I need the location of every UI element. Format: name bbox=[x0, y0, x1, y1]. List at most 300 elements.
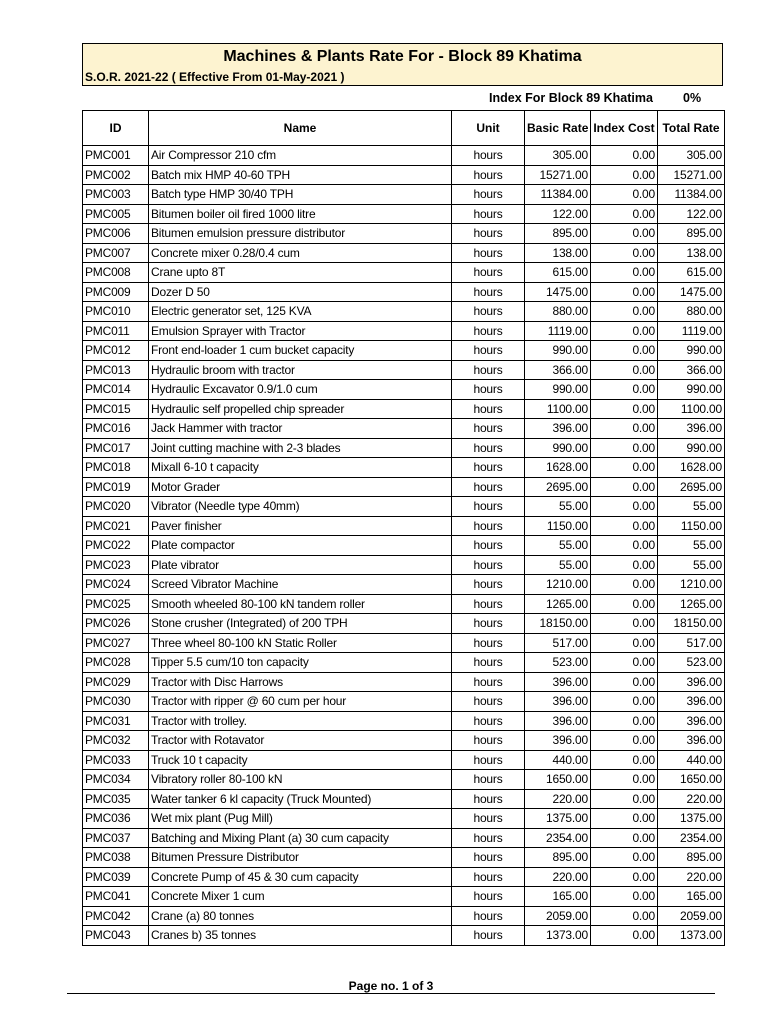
rates-table bbox=[82, 110, 725, 946]
cell-total-rate: 2695.00 bbox=[658, 477, 725, 497]
cell-name: Vibratory roller 80-100 kN bbox=[149, 770, 452, 790]
cell-basic-rate: 366.00 bbox=[525, 360, 591, 380]
cell-index-cost: 0.00 bbox=[591, 867, 658, 887]
cell-name: Dozer D 50 bbox=[149, 282, 452, 302]
cell-total-rate: 1475.00 bbox=[658, 282, 725, 302]
cell-name: Vibrator (Needle type 40mm) bbox=[149, 497, 452, 517]
cell-id: PMC043 bbox=[83, 926, 149, 946]
cell-basic-rate: 895.00 bbox=[525, 224, 591, 244]
cell-name: Jack Hammer with tractor bbox=[149, 419, 452, 439]
cell-total-rate: 220.00 bbox=[658, 867, 725, 887]
table-row bbox=[83, 926, 725, 946]
cell-total-rate: 2354.00 bbox=[658, 828, 725, 848]
cell-unit: hours bbox=[452, 419, 525, 439]
document-subtitle: S.O.R. 2021-22 ( Effective From 01-May-2021 ) bbox=[85, 70, 345, 84]
cell-basic-rate: 990.00 bbox=[525, 380, 591, 400]
cell-basic-rate: 138.00 bbox=[525, 243, 591, 263]
table-row bbox=[83, 536, 725, 556]
cell-id: PMC015 bbox=[83, 399, 149, 419]
cell-basic-rate: 1650.00 bbox=[525, 770, 591, 790]
cell-index-cost: 0.00 bbox=[591, 653, 658, 673]
cell-index-cost: 0.00 bbox=[591, 438, 658, 458]
cell-id: PMC013 bbox=[83, 360, 149, 380]
cell-unit: hours bbox=[452, 594, 525, 614]
cell-total-rate: 11384.00 bbox=[658, 185, 725, 205]
table-row bbox=[83, 672, 725, 692]
cell-basic-rate: 15271.00 bbox=[525, 165, 591, 185]
cell-total-rate: 55.00 bbox=[658, 497, 725, 517]
cell-unit: hours bbox=[452, 497, 525, 517]
cell-id: PMC011 bbox=[83, 321, 149, 341]
cell-name: Tractor with Disc Harrows bbox=[149, 672, 452, 692]
table-row bbox=[83, 419, 725, 439]
cell-basic-rate: 55.00 bbox=[525, 536, 591, 556]
cell-index-cost: 0.00 bbox=[591, 555, 658, 575]
cell-id: PMC033 bbox=[83, 750, 149, 770]
cell-index-cost: 0.00 bbox=[591, 887, 658, 907]
table-row bbox=[83, 477, 725, 497]
cell-id: PMC042 bbox=[83, 906, 149, 926]
cell-unit: hours bbox=[452, 204, 525, 224]
cell-unit: hours bbox=[452, 692, 525, 712]
cell-unit: hours bbox=[452, 399, 525, 419]
cell-index-cost: 0.00 bbox=[591, 770, 658, 790]
column-header-unit: Unit bbox=[452, 111, 525, 146]
cell-id: PMC036 bbox=[83, 809, 149, 829]
cell-unit: hours bbox=[452, 828, 525, 848]
cell-index-cost: 0.00 bbox=[591, 224, 658, 244]
cell-index-cost: 0.00 bbox=[591, 906, 658, 926]
cell-basic-rate: 440.00 bbox=[525, 750, 591, 770]
table-row bbox=[83, 887, 725, 907]
cell-index-cost: 0.00 bbox=[591, 692, 658, 712]
cell-index-cost: 0.00 bbox=[591, 321, 658, 341]
cell-basic-rate: 55.00 bbox=[525, 555, 591, 575]
cell-index-cost: 0.00 bbox=[591, 360, 658, 380]
table-row bbox=[83, 770, 725, 790]
table-row bbox=[83, 243, 725, 263]
cell-unit: hours bbox=[452, 867, 525, 887]
cell-basic-rate: 55.00 bbox=[525, 497, 591, 517]
column-header-index-cost: Index Cost bbox=[591, 111, 658, 146]
cell-unit: hours bbox=[452, 731, 525, 751]
cell-unit: hours bbox=[452, 614, 525, 634]
cell-id: PMC003 bbox=[83, 185, 149, 205]
cell-name: Front end-loader 1 cum bucket capacity bbox=[149, 341, 452, 361]
cell-index-cost: 0.00 bbox=[591, 497, 658, 517]
cell-basic-rate: 305.00 bbox=[525, 146, 591, 166]
cell-name: Crane (a) 80 tonnes bbox=[149, 906, 452, 926]
cell-name: Stone crusher (Integrated) of 200 TPH bbox=[149, 614, 452, 634]
cell-id: PMC026 bbox=[83, 614, 149, 634]
cell-total-rate: 396.00 bbox=[658, 672, 725, 692]
cell-total-rate: 895.00 bbox=[658, 224, 725, 244]
cell-unit: hours bbox=[452, 360, 525, 380]
cell-total-rate: 396.00 bbox=[658, 692, 725, 712]
cell-basic-rate: 165.00 bbox=[525, 887, 591, 907]
cell-basic-rate: 220.00 bbox=[525, 789, 591, 809]
cell-basic-rate: 2059.00 bbox=[525, 906, 591, 926]
table-row bbox=[83, 146, 725, 166]
table-row bbox=[83, 497, 725, 517]
cell-unit: hours bbox=[452, 653, 525, 673]
table-row bbox=[83, 633, 725, 653]
cell-total-rate: 366.00 bbox=[658, 360, 725, 380]
cell-unit: hours bbox=[452, 887, 525, 907]
cell-name: Batching and Mixing Plant (a) 30 cum capacity bbox=[149, 828, 452, 848]
cell-unit: hours bbox=[452, 516, 525, 536]
table-row bbox=[83, 302, 725, 322]
cell-index-cost: 0.00 bbox=[591, 672, 658, 692]
cell-name: Hydraulic broom with tractor bbox=[149, 360, 452, 380]
cell-name: Joint cutting machine with 2-3 blades bbox=[149, 438, 452, 458]
cell-name: Batch type HMP 30/40 TPH bbox=[149, 185, 452, 205]
cell-index-cost: 0.00 bbox=[591, 458, 658, 478]
cell-basic-rate: 1150.00 bbox=[525, 516, 591, 536]
cell-basic-rate: 396.00 bbox=[525, 692, 591, 712]
cell-unit: hours bbox=[452, 263, 525, 283]
column-header-total-rate: Total Rate bbox=[658, 111, 725, 146]
cell-name: Crane upto 8T bbox=[149, 263, 452, 283]
cell-name: Bitumen boiler oil fired 1000 litre bbox=[149, 204, 452, 224]
cell-id: PMC007 bbox=[83, 243, 149, 263]
cell-basic-rate: 396.00 bbox=[525, 419, 591, 439]
cell-unit: hours bbox=[452, 926, 525, 946]
cell-basic-rate: 1375.00 bbox=[525, 809, 591, 829]
cell-unit: hours bbox=[452, 185, 525, 205]
cell-total-rate: 880.00 bbox=[658, 302, 725, 322]
document-title: Machines & Plants Rate For - Block 89 Khatima bbox=[223, 48, 582, 65]
index-value: 0% bbox=[683, 91, 702, 105]
cell-name: Batch mix HMP 40-60 TPH bbox=[149, 165, 452, 185]
cell-total-rate: 523.00 bbox=[658, 653, 725, 673]
table-row bbox=[83, 185, 725, 205]
cell-unit: hours bbox=[452, 809, 525, 829]
cell-basic-rate: 11384.00 bbox=[525, 185, 591, 205]
cell-basic-rate: 615.00 bbox=[525, 263, 591, 283]
cell-unit: hours bbox=[452, 906, 525, 926]
cell-unit: hours bbox=[452, 672, 525, 692]
cell-unit: hours bbox=[452, 848, 525, 868]
cell-id: PMC017 bbox=[83, 438, 149, 458]
cell-id: PMC037 bbox=[83, 828, 149, 848]
cell-name: Three wheel 80-100 kN Static Roller bbox=[149, 633, 452, 653]
cell-name: Plate compactor bbox=[149, 536, 452, 556]
cell-total-rate: 1150.00 bbox=[658, 516, 725, 536]
table-row bbox=[83, 848, 725, 868]
cell-id: PMC025 bbox=[83, 594, 149, 614]
table-row bbox=[83, 204, 725, 224]
table-row bbox=[83, 906, 725, 926]
cell-basic-rate: 880.00 bbox=[525, 302, 591, 322]
cell-index-cost: 0.00 bbox=[591, 419, 658, 439]
cell-total-rate: 1210.00 bbox=[658, 575, 725, 595]
table-row bbox=[83, 380, 725, 400]
cell-unit: hours bbox=[452, 575, 525, 595]
cell-index-cost: 0.00 bbox=[591, 633, 658, 653]
cell-id: PMC002 bbox=[83, 165, 149, 185]
cell-unit: hours bbox=[452, 536, 525, 556]
cell-index-cost: 0.00 bbox=[591, 399, 658, 419]
table-row bbox=[83, 809, 725, 829]
cell-total-rate: 2059.00 bbox=[658, 906, 725, 926]
cell-name: Emulsion Sprayer with Tractor bbox=[149, 321, 452, 341]
cell-name: Smooth wheeled 80-100 kN tandem roller bbox=[149, 594, 452, 614]
cell-id: PMC022 bbox=[83, 536, 149, 556]
cell-basic-rate: 2354.00 bbox=[525, 828, 591, 848]
cell-index-cost: 0.00 bbox=[591, 185, 658, 205]
cell-index-cost: 0.00 bbox=[591, 146, 658, 166]
cell-total-rate: 990.00 bbox=[658, 380, 725, 400]
cell-index-cost: 0.00 bbox=[591, 789, 658, 809]
cell-name: Concrete Pump of 45 & 30 cum capacity bbox=[149, 867, 452, 887]
cell-unit: hours bbox=[452, 789, 525, 809]
cell-basic-rate: 1100.00 bbox=[525, 399, 591, 419]
cell-basic-rate: 990.00 bbox=[525, 341, 591, 361]
cell-name: Bitumen Pressure Distributor bbox=[149, 848, 452, 868]
table-row bbox=[83, 692, 725, 712]
cell-index-cost: 0.00 bbox=[591, 263, 658, 283]
index-label: Index For Block 89 Khatima bbox=[489, 91, 653, 105]
cell-unit: hours bbox=[452, 438, 525, 458]
cell-id: PMC028 bbox=[83, 653, 149, 673]
cell-total-rate: 55.00 bbox=[658, 536, 725, 556]
table-row bbox=[83, 828, 725, 848]
cell-index-cost: 0.00 bbox=[591, 204, 658, 224]
cell-index-cost: 0.00 bbox=[591, 711, 658, 731]
cell-total-rate: 1375.00 bbox=[658, 809, 725, 829]
cell-index-cost: 0.00 bbox=[591, 614, 658, 634]
table-row bbox=[83, 731, 725, 751]
cell-name: Motor Grader bbox=[149, 477, 452, 497]
cell-id: PMC012 bbox=[83, 341, 149, 361]
table-header-row bbox=[83, 111, 725, 146]
cell-index-cost: 0.00 bbox=[591, 536, 658, 556]
cell-basic-rate: 523.00 bbox=[525, 653, 591, 673]
table-row bbox=[83, 711, 725, 731]
cell-unit: hours bbox=[452, 321, 525, 341]
cell-id: PMC039 bbox=[83, 867, 149, 887]
cell-basic-rate: 1373.00 bbox=[525, 926, 591, 946]
column-header-basic-rate: Basic Rate bbox=[525, 111, 591, 146]
cell-total-rate: 396.00 bbox=[658, 731, 725, 751]
table-row bbox=[83, 789, 725, 809]
table-row bbox=[83, 399, 725, 419]
cell-basic-rate: 396.00 bbox=[525, 711, 591, 731]
table-row bbox=[83, 321, 725, 341]
cell-name: Plate vibrator bbox=[149, 555, 452, 575]
cell-total-rate: 165.00 bbox=[658, 887, 725, 907]
cell-name: Bitumen emulsion pressure distributor bbox=[149, 224, 452, 244]
cell-index-cost: 0.00 bbox=[591, 594, 658, 614]
table-row bbox=[83, 653, 725, 673]
cell-id: PMC001 bbox=[83, 146, 149, 166]
cell-name: Wet mix plant (Pug Mill) bbox=[149, 809, 452, 829]
title-box bbox=[82, 43, 723, 86]
cell-total-rate: 220.00 bbox=[658, 789, 725, 809]
cell-total-rate: 305.00 bbox=[658, 146, 725, 166]
table-row bbox=[83, 263, 725, 283]
cell-id: PMC041 bbox=[83, 887, 149, 907]
cell-id: PMC014 bbox=[83, 380, 149, 400]
cell-unit: hours bbox=[452, 302, 525, 322]
table-row bbox=[83, 594, 725, 614]
cell-total-rate: 1628.00 bbox=[658, 458, 725, 478]
column-header-name: Name bbox=[149, 111, 452, 146]
cell-id: PMC031 bbox=[83, 711, 149, 731]
cell-unit: hours bbox=[452, 341, 525, 361]
cell-id: PMC038 bbox=[83, 848, 149, 868]
cell-basic-rate: 1475.00 bbox=[525, 282, 591, 302]
table-row bbox=[83, 165, 725, 185]
cell-total-rate: 1100.00 bbox=[658, 399, 725, 419]
cell-basic-rate: 122.00 bbox=[525, 204, 591, 224]
cell-basic-rate: 220.00 bbox=[525, 867, 591, 887]
cell-id: PMC008 bbox=[83, 263, 149, 283]
table-row bbox=[83, 516, 725, 536]
table-row bbox=[83, 438, 725, 458]
cell-index-cost: 0.00 bbox=[591, 165, 658, 185]
cell-unit: hours bbox=[452, 165, 525, 185]
cell-basic-rate: 1119.00 bbox=[525, 321, 591, 341]
cell-index-cost: 0.00 bbox=[591, 750, 658, 770]
cell-unit: hours bbox=[452, 770, 525, 790]
cell-index-cost: 0.00 bbox=[591, 828, 658, 848]
cell-basic-rate: 517.00 bbox=[525, 633, 591, 653]
cell-index-cost: 0.00 bbox=[591, 516, 658, 536]
cell-total-rate: 1650.00 bbox=[658, 770, 725, 790]
cell-unit: hours bbox=[452, 458, 525, 478]
cell-unit: hours bbox=[452, 146, 525, 166]
cell-id: PMC009 bbox=[83, 282, 149, 302]
cell-name: Electric generator set, 125 KVA bbox=[149, 302, 452, 322]
cell-id: PMC024 bbox=[83, 575, 149, 595]
cell-index-cost: 0.00 bbox=[591, 380, 658, 400]
cell-id: PMC006 bbox=[83, 224, 149, 244]
cell-name: Water tanker 6 kl capacity (Truck Mounted) bbox=[149, 789, 452, 809]
table-row bbox=[83, 341, 725, 361]
cell-unit: hours bbox=[452, 750, 525, 770]
cell-name: Tractor with trolley. bbox=[149, 711, 452, 731]
cell-unit: hours bbox=[452, 282, 525, 302]
cell-index-cost: 0.00 bbox=[591, 575, 658, 595]
cell-name: Hydraulic Excavator 0.9/1.0 cum bbox=[149, 380, 452, 400]
cell-id: PMC035 bbox=[83, 789, 149, 809]
table-row bbox=[83, 575, 725, 595]
column-header-id: ID bbox=[83, 111, 149, 146]
cell-id: PMC034 bbox=[83, 770, 149, 790]
cell-unit: hours bbox=[452, 711, 525, 731]
cell-name: Tipper 5.5 cum/10 ton capacity bbox=[149, 653, 452, 673]
cell-id: PMC016 bbox=[83, 419, 149, 439]
cell-total-rate: 396.00 bbox=[658, 419, 725, 439]
cell-name: Paver finisher bbox=[149, 516, 452, 536]
cell-total-rate: 122.00 bbox=[658, 204, 725, 224]
table-row bbox=[83, 458, 725, 478]
cell-name: Concrete mixer 0.28/0.4 cum bbox=[149, 243, 452, 263]
cell-index-cost: 0.00 bbox=[591, 341, 658, 361]
cell-basic-rate: 396.00 bbox=[525, 672, 591, 692]
cell-index-cost: 0.00 bbox=[591, 282, 658, 302]
cell-index-cost: 0.00 bbox=[591, 731, 658, 751]
cell-name: Tractor with ripper @ 60 cum per hour bbox=[149, 692, 452, 712]
cell-name: Tractor with Rotavator bbox=[149, 731, 452, 751]
cell-index-cost: 0.00 bbox=[591, 809, 658, 829]
cell-id: PMC030 bbox=[83, 692, 149, 712]
cell-name: Mixall 6-10 t capacity bbox=[149, 458, 452, 478]
cell-name: Hydraulic self propelled chip spreader bbox=[149, 399, 452, 419]
cell-unit: hours bbox=[452, 380, 525, 400]
cell-id: PMC029 bbox=[83, 672, 149, 692]
cell-unit: hours bbox=[452, 555, 525, 575]
cell-id: PMC027 bbox=[83, 633, 149, 653]
cell-index-cost: 0.00 bbox=[591, 926, 658, 946]
cell-basic-rate: 990.00 bbox=[525, 438, 591, 458]
cell-total-rate: 55.00 bbox=[658, 555, 725, 575]
cell-id: PMC005 bbox=[83, 204, 149, 224]
page-number: Page no. 1 of 3 bbox=[348, 979, 434, 993]
cell-total-rate: 990.00 bbox=[658, 438, 725, 458]
cell-index-cost: 0.00 bbox=[591, 848, 658, 868]
cell-total-rate: 1373.00 bbox=[658, 926, 725, 946]
cell-basic-rate: 895.00 bbox=[525, 848, 591, 868]
cell-unit: hours bbox=[452, 224, 525, 244]
cell-index-cost: 0.00 bbox=[591, 302, 658, 322]
cell-id: PMC032 bbox=[83, 731, 149, 751]
table-row bbox=[83, 555, 725, 575]
cell-total-rate: 1265.00 bbox=[658, 594, 725, 614]
cell-id: PMC019 bbox=[83, 477, 149, 497]
table-row bbox=[83, 867, 725, 887]
cell-total-rate: 15271.00 bbox=[658, 165, 725, 185]
table-row bbox=[83, 614, 725, 634]
cell-total-rate: 18150.00 bbox=[658, 614, 725, 634]
cell-name: Screed Vibrator Machine bbox=[149, 575, 452, 595]
cell-basic-rate: 1210.00 bbox=[525, 575, 591, 595]
cell-name: Concrete Mixer 1 cum bbox=[149, 887, 452, 907]
cell-index-cost: 0.00 bbox=[591, 477, 658, 497]
cell-total-rate: 440.00 bbox=[658, 750, 725, 770]
page-footer bbox=[67, 979, 715, 994]
cell-basic-rate: 1628.00 bbox=[525, 458, 591, 478]
cell-name: Truck 10 t capacity bbox=[149, 750, 452, 770]
cell-id: PMC020 bbox=[83, 497, 149, 517]
cell-basic-rate: 18150.00 bbox=[525, 614, 591, 634]
cell-total-rate: 1119.00 bbox=[658, 321, 725, 341]
cell-name: Air Compressor 210 cfm bbox=[149, 146, 452, 166]
cell-unit: hours bbox=[452, 633, 525, 653]
cell-unit: hours bbox=[452, 477, 525, 497]
cell-total-rate: 615.00 bbox=[658, 263, 725, 283]
cell-total-rate: 396.00 bbox=[658, 711, 725, 731]
cell-total-rate: 138.00 bbox=[658, 243, 725, 263]
cell-basic-rate: 2695.00 bbox=[525, 477, 591, 497]
table-row bbox=[83, 224, 725, 244]
table-row bbox=[83, 750, 725, 770]
table-row bbox=[83, 282, 725, 302]
cell-id: PMC010 bbox=[83, 302, 149, 322]
cell-id: PMC018 bbox=[83, 458, 149, 478]
cell-total-rate: 990.00 bbox=[658, 341, 725, 361]
cell-total-rate: 517.00 bbox=[658, 633, 725, 653]
cell-name: Cranes b) 35 tonnes bbox=[149, 926, 452, 946]
cell-total-rate: 895.00 bbox=[658, 848, 725, 868]
cell-index-cost: 0.00 bbox=[591, 243, 658, 263]
table-row bbox=[83, 360, 725, 380]
cell-basic-rate: 1265.00 bbox=[525, 594, 591, 614]
cell-id: PMC023 bbox=[83, 555, 149, 575]
cell-unit: hours bbox=[452, 243, 525, 263]
